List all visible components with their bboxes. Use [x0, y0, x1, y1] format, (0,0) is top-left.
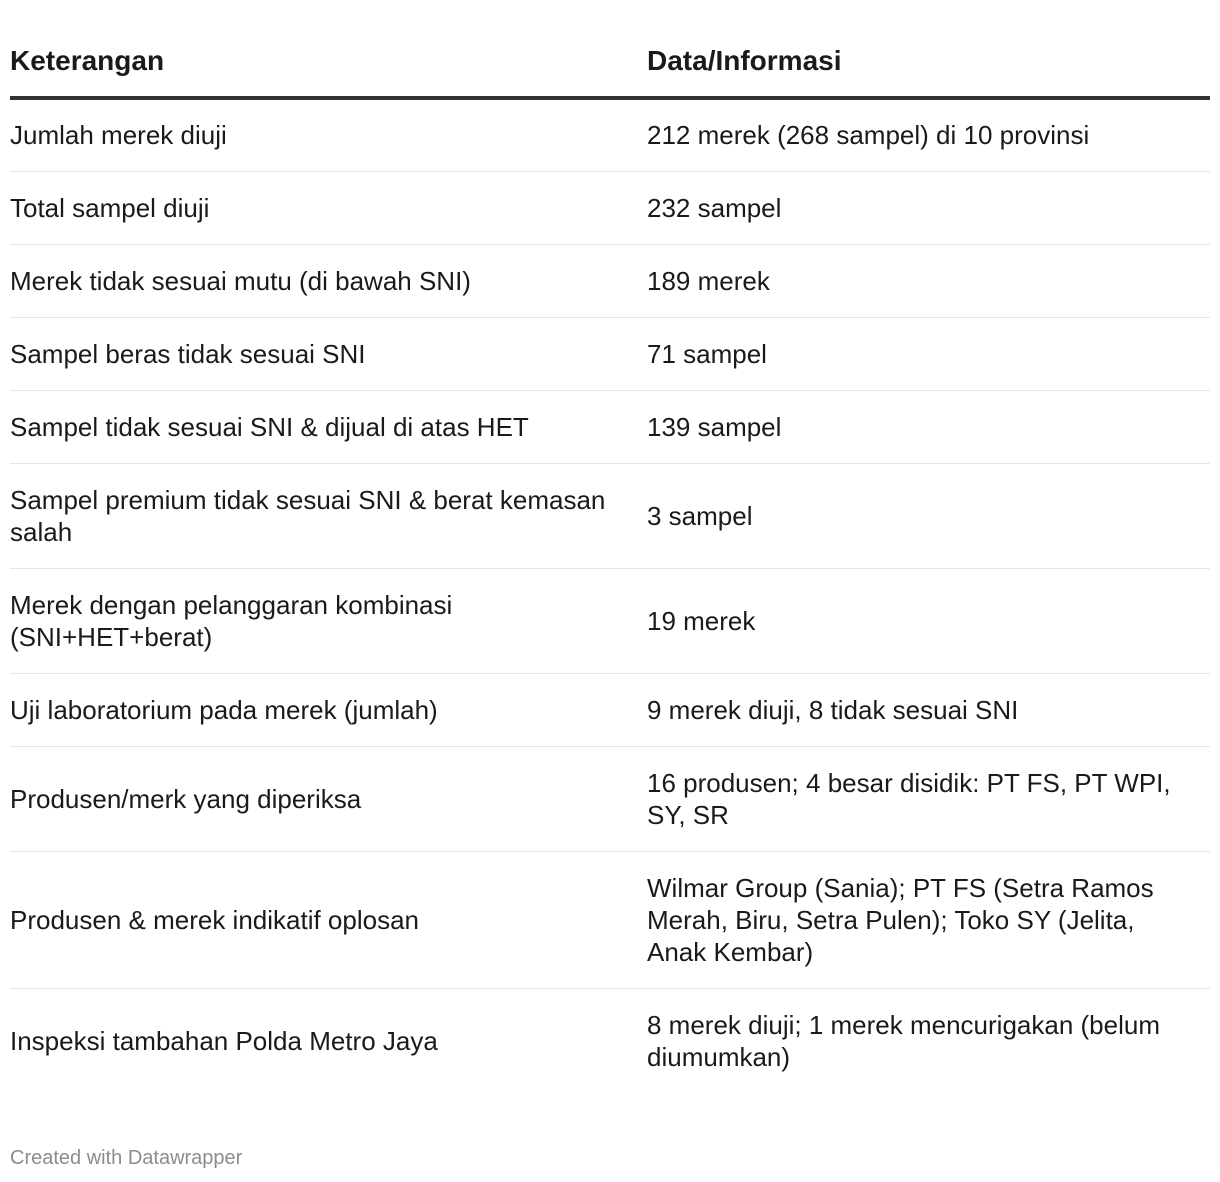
- row-label: Inspeksi tambahan Polda Metro Jaya: [10, 1025, 438, 1056]
- row-label: Merek tidak sesuai mutu (di bawah SNI): [10, 265, 471, 296]
- row-value: 9 merek diuji, 8 tidak sesuai SNI: [647, 694, 1019, 725]
- row-value: 232 sampel: [647, 192, 782, 223]
- row-label: Merek dengan pelanggaran kombinasi (SNI+HET+berat): [10, 589, 453, 652]
- row-label-cell: [10, 171, 647, 244]
- row-value: 8 merek diuji; 1 merek mencurigakan (belum diumumkan): [647, 1009, 1160, 1072]
- row-value-cell: [647, 463, 1210, 568]
- row-value-cell: [647, 746, 1210, 851]
- row-label: Sampel tidak sesuai SNI & dijual di atas HET: [10, 411, 529, 442]
- row-value: 212 merek (268 sampel) di 10 provinsi: [647, 120, 1090, 151]
- row-value: 139 sampel: [647, 411, 782, 442]
- table-row: [10, 746, 1210, 851]
- row-label: Produsen & merek indikatif oplosan: [10, 904, 420, 935]
- row-value: Wilmar Group (Sania); PT FS (Setra Ramos Merah, Biru, Setra Pulen); Toko SY (Jelita, Anak Kembar): [647, 872, 1154, 967]
- data-table: [10, 28, 1210, 1093]
- row-value-cell: [647, 851, 1210, 988]
- row-label-cell: [10, 463, 647, 568]
- row-value-cell: [647, 673, 1210, 746]
- table-row: [10, 390, 1210, 463]
- table-row: [10, 244, 1210, 317]
- data-table-container: [10, 28, 1210, 1093]
- row-label-cell: [10, 244, 647, 317]
- row-value-cell: [647, 171, 1210, 244]
- datawrapper-credit[interactable]: Created with Datawrapper: [10, 1147, 243, 1169]
- table-row: [10, 673, 1210, 746]
- row-label-cell: [10, 98, 647, 171]
- row-value: 189 merek: [647, 265, 770, 296]
- row-value-cell: [647, 317, 1210, 390]
- table-row: [10, 463, 1210, 568]
- row-label-cell: [10, 851, 647, 988]
- table-row: [10, 171, 1210, 244]
- row-value: 19 merek: [647, 605, 756, 636]
- row-value-cell: [647, 390, 1210, 463]
- table-row: [10, 851, 1210, 988]
- row-value-cell: [647, 98, 1210, 171]
- column-header-keterangan[interactable]: Keterangan: [10, 28, 647, 98]
- row-value-cell: [647, 988, 1210, 1093]
- row-label: Uji laboratorium pada merek (jumlah): [10, 694, 438, 725]
- row-label-cell: [10, 988, 647, 1093]
- row-label: Sampel beras tidak sesuai SNI: [10, 338, 366, 369]
- row-value-cell: [647, 568, 1210, 673]
- row-label: Jumlah merek diuji: [10, 120, 227, 151]
- row-label-cell: [10, 673, 647, 746]
- row-value: 3 sampel: [647, 500, 753, 531]
- column-header-data-informasi[interactable]: Data/Informasi: [647, 28, 1210, 98]
- row-label-cell: [10, 746, 647, 851]
- row-label: Sampel premium tidak sesuai SNI & berat kemasan salah: [10, 484, 606, 547]
- row-label: Produsen/merk yang diperiksa: [10, 783, 362, 814]
- row-label-cell: [10, 317, 647, 390]
- table-row: [10, 98, 1210, 171]
- table-row: [10, 988, 1210, 1093]
- row-value: 16 produsen; 4 besar disidik: PT FS, PT WPI, SY, SR: [647, 767, 1171, 830]
- row-label: Total sampel diuji: [10, 192, 210, 223]
- table-row: [10, 317, 1210, 390]
- row-value-cell: [647, 244, 1210, 317]
- table-header-row: [10, 28, 1210, 98]
- table-row: [10, 568, 1210, 673]
- row-label-cell: [10, 390, 647, 463]
- row-label-cell: [10, 568, 647, 673]
- row-value: 71 sampel: [647, 338, 767, 369]
